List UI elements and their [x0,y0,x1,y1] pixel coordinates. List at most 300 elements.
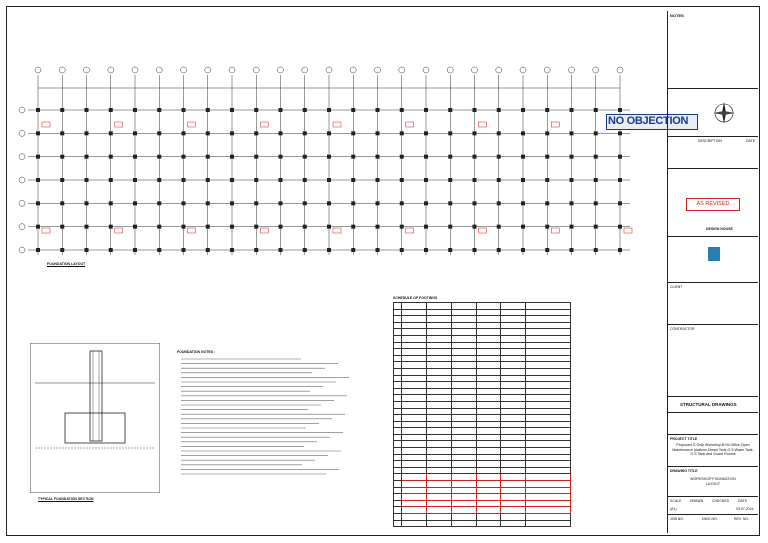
schedule-row [394,428,571,435]
grid-bubble [302,67,308,73]
schedule-cell [394,375,402,382]
column-footing [279,225,283,229]
schedule-cell [476,415,501,422]
schedule-cell [401,329,426,336]
grid-bubble [108,67,114,73]
schedule-row [394,395,571,402]
schedule-cell [394,487,402,494]
schedule-cell [451,441,476,448]
grid-bubble [205,67,211,73]
schedule-cell [476,342,501,349]
column-footing [109,178,113,182]
schedule-cell [526,434,571,441]
schedule-cell [476,481,501,488]
column-footing [351,178,355,182]
schedule-cell [451,375,476,382]
column-footing [303,155,307,159]
schedule-cell [476,303,501,310]
schedule-cell [394,388,402,395]
column-footing [594,131,598,135]
grid-bubble [593,67,599,73]
column-footing [157,201,161,205]
column-footing [473,201,477,205]
schedule-row [394,388,571,395]
schedule-cell [394,368,402,375]
column-footing [303,201,307,205]
drawn-label: DRAWN [690,499,704,503]
schedule-cell [426,316,451,323]
schedule-cell [451,494,476,501]
schedule-cell [501,335,526,342]
job-label: JOB NO. [670,517,685,521]
schedule-cell [451,487,476,494]
foundation-notes-text [177,356,357,486]
schedule-cell [476,349,501,356]
column-footing [376,225,380,229]
column-footing [448,131,452,135]
schedule-cell [426,401,451,408]
schedule-cell [451,467,476,474]
schedule-cell [501,349,526,356]
schedule-cell [394,441,402,448]
schedule-cell [401,309,426,316]
grid-bubble [156,67,162,73]
column-footing [376,201,380,205]
column-footing [133,225,137,229]
schedule-cell [501,507,526,514]
schedule-cell [426,481,451,488]
schedule-row [394,514,571,521]
schedule-cell [476,441,501,448]
schedule-cell [476,362,501,369]
column-footing [618,201,622,205]
grid-bubble [278,67,284,73]
schedule-cell [451,415,476,422]
column-footing [448,108,452,112]
grid-bubble [19,247,25,253]
column-footing [206,131,210,135]
schedule-cell [401,514,426,521]
column-footing [254,108,258,112]
schedule-cell [426,434,451,441]
column-footing [206,225,210,229]
column-footing [473,178,477,182]
grid-bubble [19,107,25,113]
drawing-type-box [668,397,758,413]
schedule-cell [526,316,571,323]
column-footing [109,225,113,229]
column-footing [400,225,404,229]
schedule-cell [526,303,571,310]
schedule-cell [526,395,571,402]
schedule-cell [394,349,402,356]
column-footing [618,178,622,182]
schedule-cell [526,448,571,455]
grid-bubble [19,224,25,230]
schedule-cell [426,461,451,468]
schedule-cell [401,507,426,514]
schedule-cell [401,481,426,488]
schedule-cell [526,368,571,375]
schedule-cell [501,474,526,481]
column-footing [424,201,428,205]
column-footing [36,248,40,252]
column-footing [157,178,161,182]
column-footing [182,155,186,159]
column-footing [327,155,331,159]
column-footing [473,155,477,159]
column-footing [400,248,404,252]
column-footing [521,225,525,229]
schedule-cell [394,507,402,514]
schedule-cell [394,316,402,323]
column-footing [424,155,428,159]
schedule-row [394,481,571,488]
revision-tag [188,122,196,127]
schedule-row [394,454,571,461]
consultant-logo-icon [708,247,720,261]
schedule-cell [501,382,526,389]
schedule-cell [526,494,571,501]
revision-tag [115,228,123,233]
column-footing [85,248,89,252]
notes-title: NOTES [670,13,684,18]
schedule-cell [401,448,426,455]
schedule-cell [426,441,451,448]
grid-bubble [617,67,623,73]
column-footing [230,155,234,159]
schedule-cell [526,487,571,494]
column-footing [60,131,64,135]
column-footing [497,131,501,135]
column-footing [594,225,598,229]
revision-tag [551,228,559,233]
schedule-cell [426,395,451,402]
column-footing [182,225,186,229]
column-footing [85,131,89,135]
dwg-label: DWG NO. [702,517,718,521]
schedule-row [394,309,571,316]
column-footing [400,155,404,159]
grid-bubble [19,177,25,183]
revision-tag [42,228,50,233]
schedule-cell [501,500,526,507]
schedule-cell [426,428,451,435]
schedule-cell [476,454,501,461]
column-footing [594,178,598,182]
schedule-cell [401,441,426,448]
column-footing [545,108,549,112]
schedule-cell [401,382,426,389]
schedule-cell [401,388,426,395]
schedule-cell [451,507,476,514]
schedule-cell [501,421,526,428]
schedule-cell [451,355,476,362]
schedule-cell [426,322,451,329]
grid-bubble [375,67,381,73]
schedule-cell [451,349,476,356]
column-footing [36,201,40,205]
grid-bubble [447,67,453,73]
schedule-cell [401,428,426,435]
column-footing [230,225,234,229]
column-footing [109,131,113,135]
schedule-row [394,322,571,329]
schedule-cell [401,375,426,382]
schedule-cell [394,520,402,527]
schedule-cell [401,434,426,441]
column-footing [570,178,574,182]
schedule-row [394,362,571,369]
schedule-cell [501,342,526,349]
column-footing [521,201,525,205]
schedule-row [394,303,571,310]
column-footing [279,178,283,182]
schedule-cell [526,322,571,329]
column-footing [448,201,452,205]
schedule-cell [476,467,501,474]
column-footing [351,155,355,159]
column-footing [157,248,161,252]
schedule-cell [476,434,501,441]
schedule-cell [501,454,526,461]
schedule-cell [476,375,501,382]
schedule-cell [476,514,501,521]
schedule-cell [394,335,402,342]
column-footing [206,201,210,205]
column-footing [570,201,574,205]
column-footing [497,155,501,159]
schedule-cell [401,401,426,408]
schedule-cell [394,421,402,428]
schedule-row [394,487,571,494]
footing-schedule-table [393,302,571,527]
column-footing [521,248,525,252]
schedule-cell [501,309,526,316]
column-footing [545,131,549,135]
schedule-cell [451,362,476,369]
column-footing [230,108,234,112]
revision-tag [333,122,341,127]
column-footing [254,225,258,229]
column-footing [60,178,64,182]
schedule-cell [476,316,501,323]
column-footing [473,131,477,135]
column-footing [424,178,428,182]
foundation-section-drawing [30,343,160,493]
column-footing [521,178,525,182]
schedule-cell [526,309,571,316]
schedule-cell [526,514,571,521]
schedule-cell [526,382,571,389]
schedule-cell [476,474,501,481]
schedule-cell [401,349,426,356]
column-footing [497,248,501,252]
schedule-cell [426,467,451,474]
revision-tag [333,228,341,233]
column-footing [521,155,525,159]
column-footing [230,131,234,135]
schedule-cell [401,355,426,362]
column-footing [157,225,161,229]
schedule-cell [501,375,526,382]
column-footing [157,108,161,112]
schedule-cell [426,514,451,521]
column-footing [230,178,234,182]
schedule-cell [426,362,451,369]
grid-bubble [520,67,526,73]
column-footing [36,225,40,229]
column-footing [473,248,477,252]
title-block [667,11,758,533]
client-box [668,283,758,325]
schedule-row [394,461,571,468]
schedule-row [394,494,571,501]
schedule-cell [526,474,571,481]
drawing-type: STRUCTURAL DRAWINGS [680,402,737,407]
schedule-cell [476,507,501,514]
column-footing [545,248,549,252]
schedule-cell [526,441,571,448]
schedule-cell [501,388,526,395]
column-footing [448,155,452,159]
column-footing [570,225,574,229]
schedule-cell [426,408,451,415]
section-title: TYPICAL FOUNDATION SECTION [38,497,94,501]
schedule-cell [476,520,501,527]
schedule-row [394,415,571,422]
column-footing [570,248,574,252]
schedule-cell [526,349,571,356]
column-footing [109,108,113,112]
revision-box [668,137,758,169]
schedule-cell [394,355,402,362]
column-footing [618,248,622,252]
schedule-cell [401,316,426,323]
schedule-cell [501,322,526,329]
schedule-row [394,355,571,362]
revision-tag [551,122,559,127]
revision-tag [479,228,487,233]
column-footing [351,108,355,112]
grid-bubble [229,67,235,73]
grid-bubble [472,67,478,73]
schedule-cell [476,461,501,468]
schedule-cell [426,500,451,507]
grid-bubble [59,67,65,73]
schedule-cell [501,467,526,474]
foundation-notes-title: FOUNDATION NOTES : [177,350,216,354]
schedule-cell [501,461,526,468]
schedule-cell [426,329,451,336]
stamp-text: NO OBJECTION [608,115,689,127]
column-footing [545,178,549,182]
schedule-cell [401,474,426,481]
schedule-row [394,375,571,382]
column-footing [521,131,525,135]
checked-label: CHECKED [712,499,730,503]
schedule-cell [426,421,451,428]
project-title: Proposed G Only Workshop,B+M Office,Open Maintenance platform,Diesel Tank,G.S Water Tank, G.S Tank and Guard Rooms [672,443,754,457]
schedule-cell [401,362,426,369]
schedule-cell [476,408,501,415]
schedule-row [394,500,571,507]
schedule-cell [526,342,571,349]
schedule-row [394,467,571,474]
schedule-cell [526,421,571,428]
column-footing [618,225,622,229]
logo-box [668,89,758,137]
schedule-row [394,408,571,415]
grid-bubble [253,67,259,73]
schedule-cell [451,481,476,488]
column-footing [400,108,404,112]
schedule-cell [426,335,451,342]
schedule-cell [394,329,402,336]
schedule-cell [401,415,426,422]
column-footing [279,131,283,135]
schedule-row [394,401,571,408]
schedule-cell [394,500,402,507]
column-footing [85,225,89,229]
grid-bubble [423,67,429,73]
column-footing [85,178,89,182]
schedule-cell [426,494,451,501]
schedule-cell [401,520,426,527]
column-footing [109,248,113,252]
project-label: PROJECT TITLE [670,437,698,441]
date-value: 03.07.2024 [736,507,754,511]
schedule-row [394,329,571,336]
column-footing [303,248,307,252]
schedule-cell [501,415,526,422]
column-footing [545,155,549,159]
schedule-cell [451,434,476,441]
description-label: DESCRIPTION [698,139,722,143]
schedule-cell [526,500,571,507]
column-footing [473,108,477,112]
schedule-cell [451,408,476,415]
schedule-cell [451,388,476,395]
schedule-cell [426,487,451,494]
column-footing [60,108,64,112]
drawing-title-box [668,467,758,497]
column-footing [36,108,40,112]
column-footing [85,108,89,112]
grid-bubble [350,67,356,73]
column-footing [327,248,331,252]
column-footing [497,225,501,229]
client-label: CLIENT [670,285,683,289]
schedule-cell [394,415,402,422]
schedule-cell [401,494,426,501]
column-footing [448,248,452,252]
schedule-cell [476,401,501,408]
contractor-label: CONTRACTOR [670,327,695,331]
schedule-cell [401,454,426,461]
column-footing [36,178,40,182]
schedule-cell [451,474,476,481]
column-footing [424,108,428,112]
schedule-title: SCHEDULE OF FOOTINGS [393,296,438,300]
schedule-cell [451,368,476,375]
schedule-cell [426,349,451,356]
schedule-cell [526,329,571,336]
schedule-cell [476,382,501,389]
grid-bubble [84,67,90,73]
schedule-cell [526,461,571,468]
schedule-cell [526,507,571,514]
